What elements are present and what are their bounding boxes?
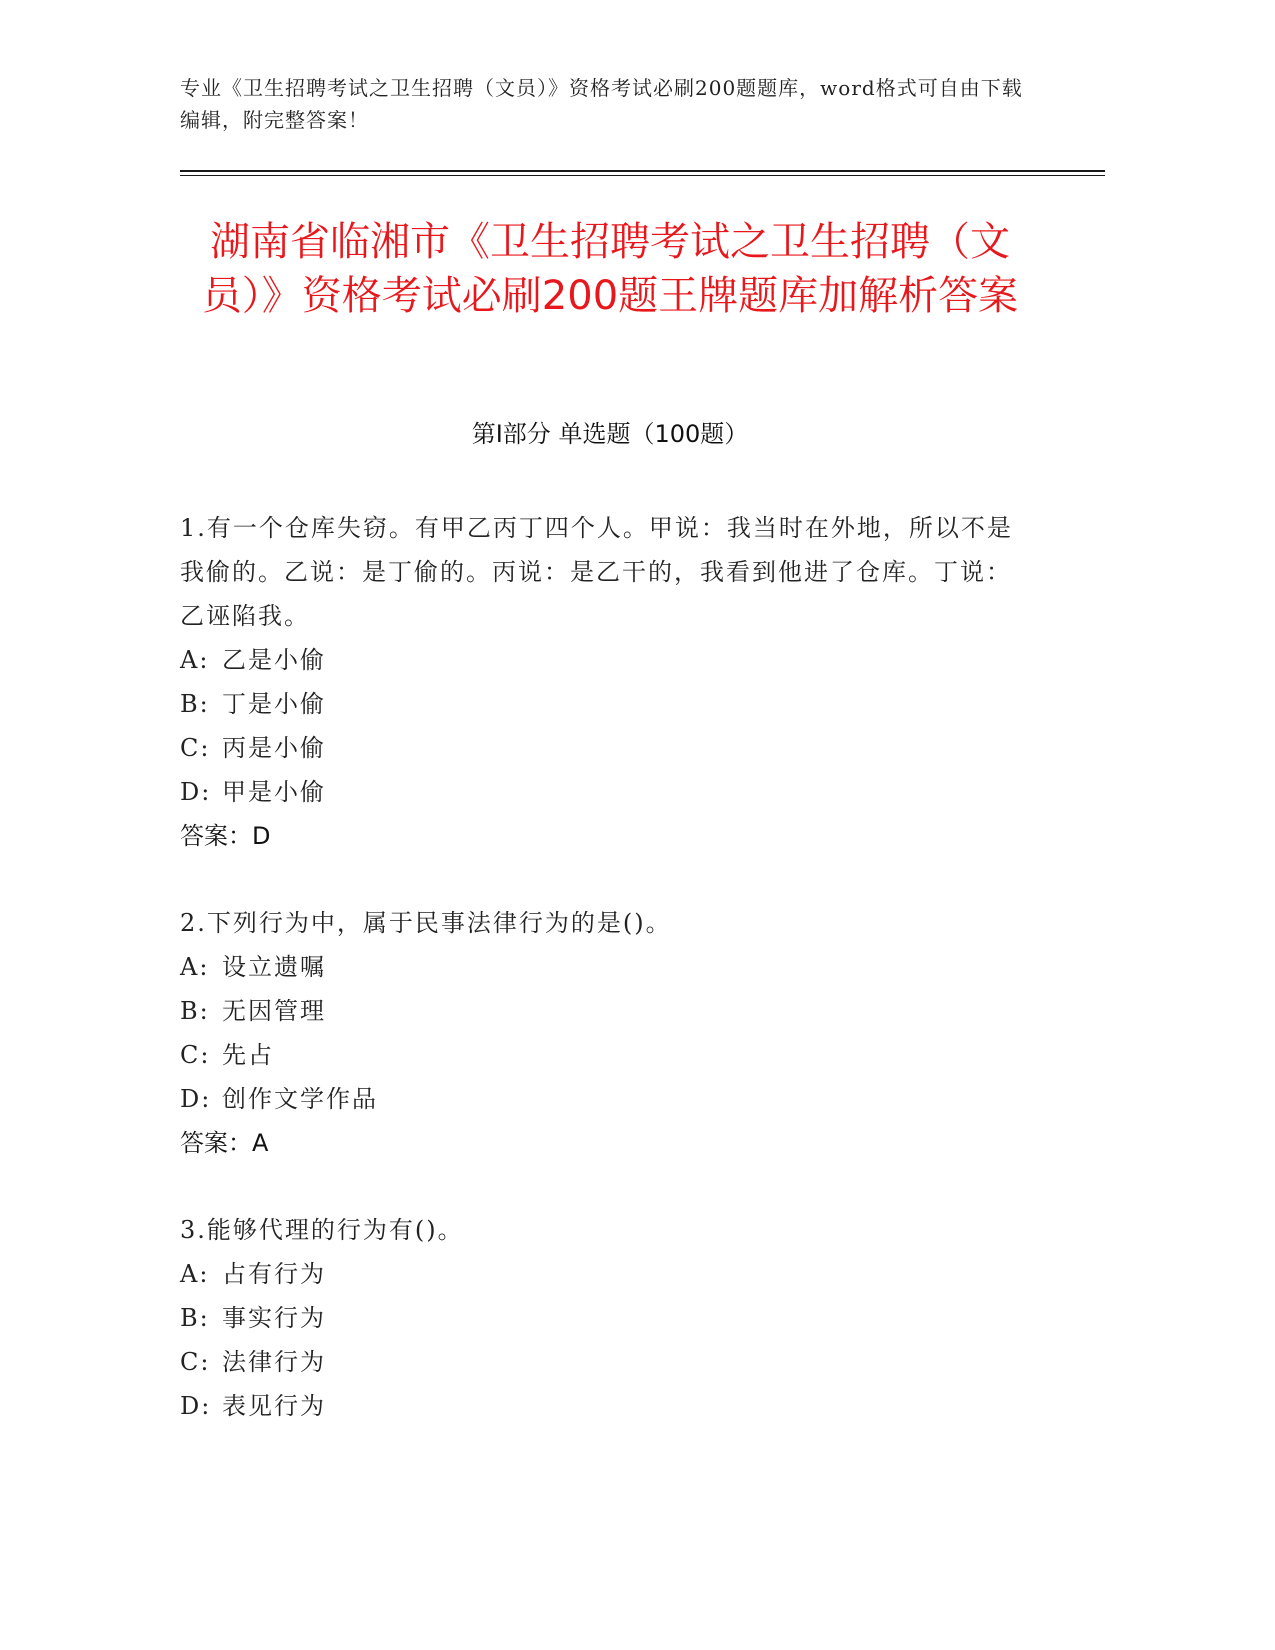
option-letter: A: xyxy=(180,1260,210,1288)
question-2 xyxy=(180,901,1020,1165)
option-a xyxy=(180,945,1020,989)
option-d xyxy=(180,1384,1020,1428)
option-text: 乙是小偷 xyxy=(222,646,326,674)
option-letter: B: xyxy=(180,997,210,1025)
document-title: 湖南省临湘市《卫生招聘考试之卫生招聘（文员）》资格考试必刷200题王牌题库加解析答案 xyxy=(201,219,1019,319)
option-text: 法律行为 xyxy=(222,1348,326,1376)
header-note: 专业《卫生招聘考试之卫生招聘（文员）》资格考试必刷200题题库，word格式可自由下载编辑，附完整答案！ xyxy=(180,76,1023,132)
question-stem: 3.能够代理的行为有()。 xyxy=(180,1216,464,1244)
header-divider-thick xyxy=(180,170,1105,172)
option-text: 占有行为 xyxy=(222,1260,326,1288)
option-text: 事实行为 xyxy=(222,1304,326,1332)
option-letter: D: xyxy=(180,1392,212,1420)
section-heading: 第I部分 单选题（100题） xyxy=(471,420,749,448)
option-c xyxy=(180,726,1020,770)
option-letter: D: xyxy=(180,1085,212,1113)
option-text: 先占 xyxy=(222,1041,274,1069)
option-letter: A: xyxy=(180,953,210,981)
answer-line: 答案：A xyxy=(180,1129,269,1157)
option-text: 甲是小偷 xyxy=(222,778,326,806)
option-text: 丙是小偷 xyxy=(222,734,326,762)
option-text: 创作文学作品 xyxy=(222,1085,378,1113)
option-a xyxy=(180,1252,1020,1296)
option-text: 表见行为 xyxy=(222,1392,326,1420)
option-letter: B: xyxy=(180,690,210,718)
option-text: 设立遗嘱 xyxy=(222,953,326,981)
question-stem: 1.有一个仓库失窃。有甲乙丙丁四个人。甲说：我当时在外地，所以不是我偷的。乙说：是丁偷的。丙说：是乙干的，我看到他进了仓库。丁说：乙诬陷我。 xyxy=(180,514,1013,630)
option-letter: C: xyxy=(180,1348,211,1376)
option-b xyxy=(180,682,1020,726)
answer-line: 答案：D xyxy=(180,822,271,850)
question-stem: 2.下列行为中，属于民事法律行为的是()。 xyxy=(180,909,672,937)
option-a xyxy=(180,638,1020,682)
option-text: 无因管理 xyxy=(222,997,326,1025)
option-b xyxy=(180,1296,1020,1340)
option-d xyxy=(180,1077,1020,1121)
option-c xyxy=(180,1340,1020,1384)
option-c xyxy=(180,1033,1020,1077)
option-b xyxy=(180,989,1020,1033)
question-list xyxy=(180,506,1020,1471)
question-3 xyxy=(180,1208,1020,1428)
option-letter: C: xyxy=(180,1041,211,1069)
header-divider-thin xyxy=(180,175,1105,176)
option-letter: A: xyxy=(180,646,210,674)
option-d xyxy=(180,770,1020,814)
option-letter: C: xyxy=(180,734,211,762)
option-letter: B: xyxy=(180,1304,210,1332)
question-1 xyxy=(180,506,1020,858)
option-text: 丁是小偷 xyxy=(222,690,326,718)
option-letter: D: xyxy=(180,778,212,806)
